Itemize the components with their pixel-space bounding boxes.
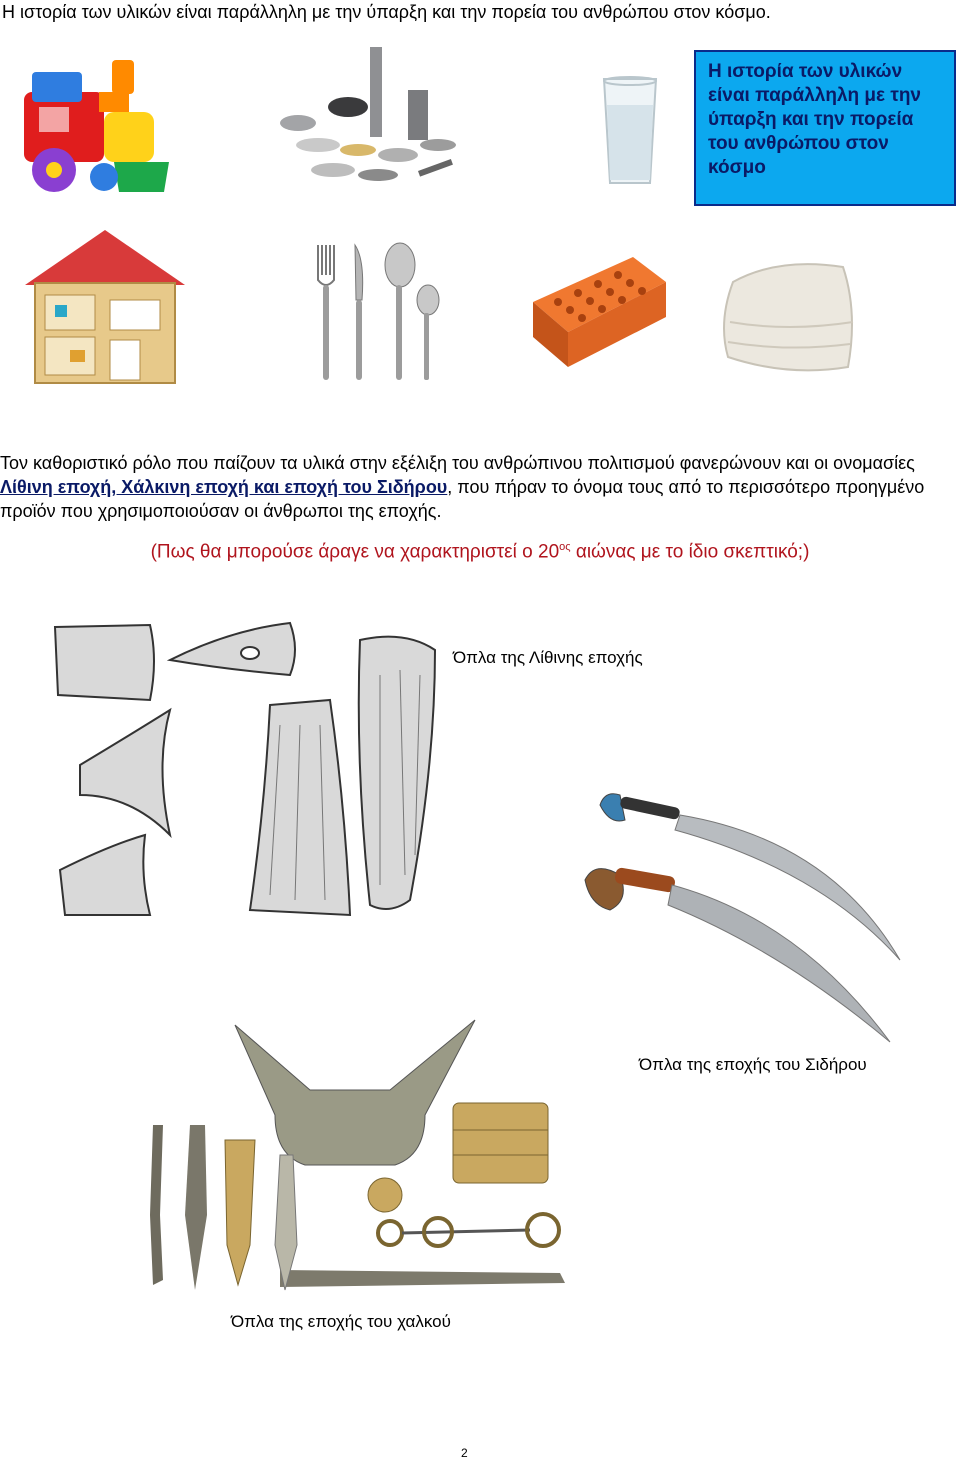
- iron-age-caption: Όπλα της εποχής του Σιδήρου: [639, 1055, 867, 1074]
- ages-emphasis: Λίθινη εποχή, Χάλκινη εποχή και εποχή του Σιδήρου: [0, 477, 448, 497]
- bronze-age-artifacts-image: [135, 1015, 565, 1300]
- cutlery-image: [310, 240, 445, 385]
- question-text: [0, 541, 960, 563]
- stone-age-tools-image: [50, 615, 445, 925]
- bronze-age-caption: Όπλα της εποχής του χαλκού: [231, 1312, 451, 1331]
- toy-train-image: [14, 52, 179, 202]
- top-line-text: Η ιστορία των υλικών είναι παράλληλη με την ύπαρξη και την πορεία του ανθρώπου στον κόσμο.: [2, 2, 771, 22]
- page-number: 2: [461, 1446, 468, 1460]
- stone-age-caption: Όπλα της Λίθινης εποχής: [453, 648, 643, 667]
- question-after: αιώνας με το ίδιο σκεπτικό;): [570, 541, 810, 563]
- intro-text-after: , που πήραν το όνομα τους από το περισσότερο προηγμένο προϊόν που χρησιμοποιούσαν οι άνθρωποι της εποχής.: [0, 477, 925, 521]
- callout-box: Η ιστορία των υλικών είναι παράλληλη με την ύπαρξη και την πορεία του ανθρώπου στον κόσμο: [694, 50, 956, 206]
- brick-image: [528, 252, 668, 370]
- water-glass-image: [600, 75, 660, 190]
- iron-age-daggers-image: [580, 780, 910, 1045]
- question-superscript: ος: [559, 541, 571, 553]
- question-before: (Πως θα μπορούσε άραγε να χαρακτηριστεί ο 20: [150, 541, 560, 563]
- intro-paragraph: [0, 451, 958, 523]
- doll-house-image: [10, 225, 190, 395]
- folded-cloth-image: [718, 252, 860, 377]
- intro-text-before: Τον καθοριστικό ρόλο που παίζουν τα υλικά στην εξέλιξη του ανθρώπινου πολιτισμού φανερώνουν και οι ονομασίες: [0, 453, 915, 473]
- metal-samples-image: [278, 45, 468, 190]
